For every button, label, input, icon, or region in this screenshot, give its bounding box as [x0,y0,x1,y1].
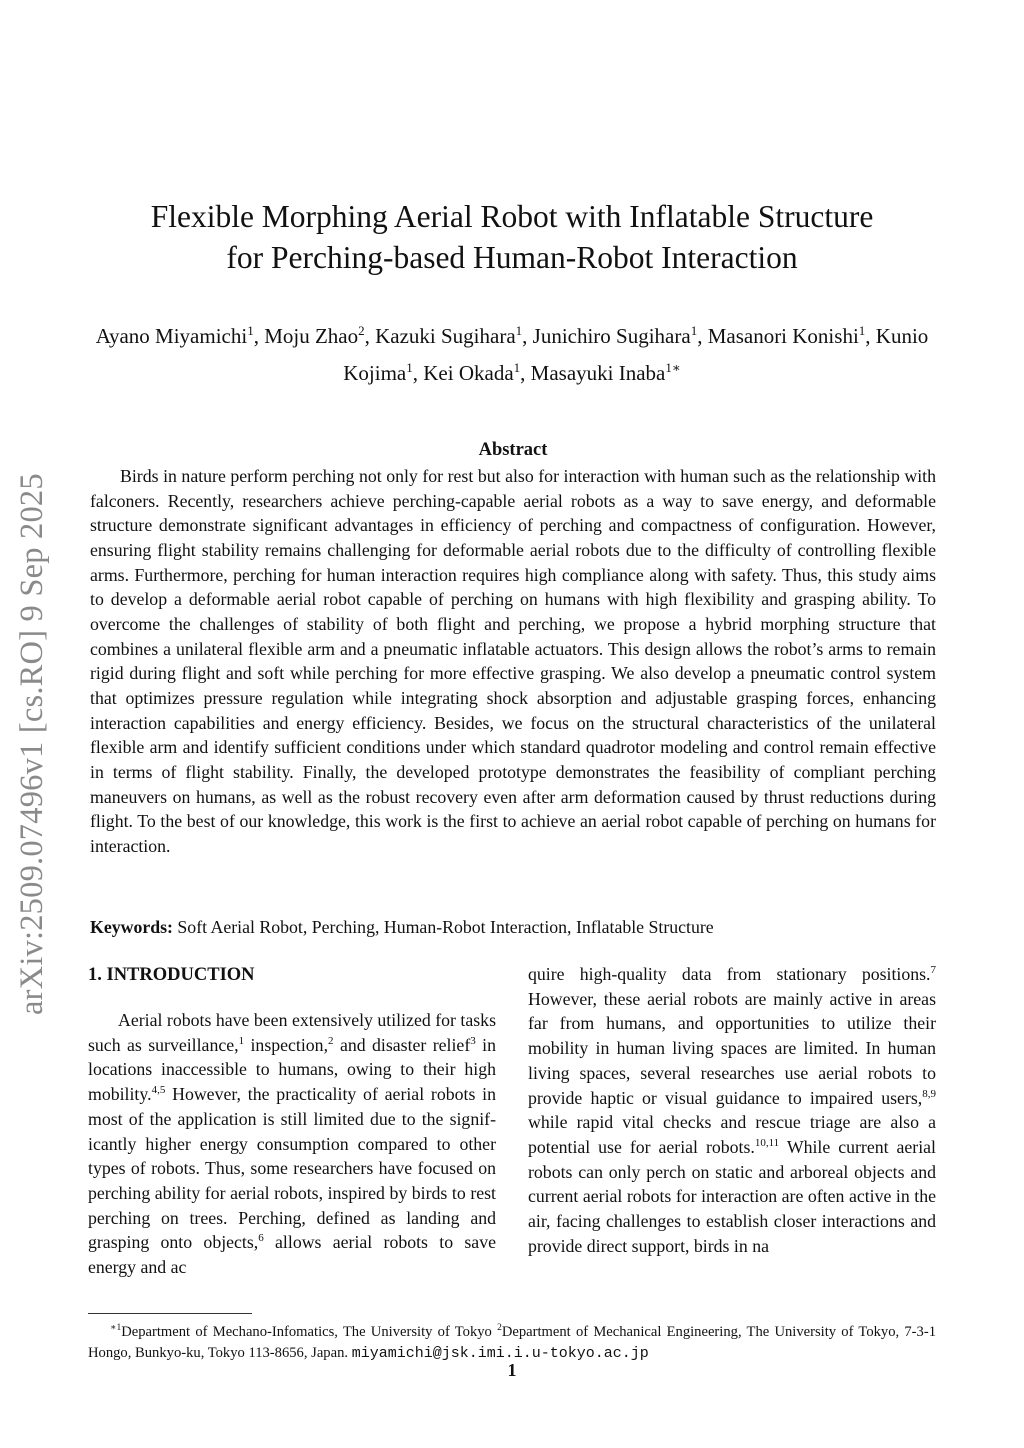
footnote [88,1318,936,1364]
page-number: 1 [507,1360,517,1380]
affiliation-mark: 1 [858,323,866,338]
citation-ref[interactable]: 7 [930,964,936,977]
author-name: Kei Okada [423,361,514,385]
footnote-rule [88,1313,252,1314]
author-name: Junichiro Sugihara [532,324,691,348]
keywords [90,915,936,939]
email-link[interactable]: miyamichi@jsk.imi.i.u-tokyo.ac.jp [351,1344,649,1362]
section-heading: 1. INTRODUCTION [88,965,255,985]
body-text: inspection, [244,1034,329,1055]
body-text: While current aerial robots can only perch on static and arboreal objects and current aerial robots for interaction are often active in the air, facing challenges to establish closer interactions and provide direct support, birds in na [528,1136,936,1256]
affiliation-mark: 2 [358,323,365,338]
body-text: However, these aerial robots are mainly active in areas far from humans, and opportunities to utilize their mobility in human living spaces are limited. In human living spaces, several researches use aerial robots to provide haptic or visual guidance to impaired users, [528,988,936,1108]
intro-left-column [88,1008,496,1280]
body-text: However, the practicality of aerial robots in most of the application is still limited due to the significantly higher energy consumption compared to other types of robots. Thus, some researchers have focused on perching ability for aerial robots, inspired by birds to rest perching on trees. Perching, defined as landing and grasping onto objects, [88,1084,496,1253]
intro-right-column [528,962,936,1258]
citation-ref[interactable]: 6 [258,1232,264,1245]
title-line-1: Flexible Morphing Aerial Robot with Inflatable Structure [150,199,874,234]
affiliation-mark: 1 [247,323,254,338]
footnote-mark-2: 2 [497,1323,502,1333]
abstract-text: Birds in nature perform perching not only for rest but also for interaction with human such as the relationship with falconers. Recently, researchers achieve perching-capable aerial robots as a way to save energy, and deformable structure demonstrate significant advantages in efficiency of perching and compactness of configuration. However, ensuring flight stability remains challenging for deformable aerial robots due to the difficulty of controlling flexible arms. Furthermore, perching for human interaction requires high compliance along with safety. Thus, this study aims to develop a deformable aerial robot capable of perching on humans with high flexibility and grasping ability. To overcome the challenges of stability of both flight and perching, we propose a hybrid morphing structure that combines a unilateral flexible arm and a pneumatic inflatable actuators. This design allows the robot’s arms to remain rigid during flight and soft while perching for more effective grasping. We also develop a pneumatic control system that optimizes pressure regulation while integrating shock absorption and adjustable grasping forces, enhancing interaction capabilities and energy efficiency. Besides, we focus on the structural characteristics of the unilateral flexible arm and identify sufficient conditions under which standard quadrotor modeling and control remain effective in terms of flight stability. Finally, the developed prototype demonstrates the feasibility of compliant perching maneuvers on humans, as well as the robust recovery even after arm deformation caused by thrust reductions during flight. To the best of our knowledge, this work is the first to achieve an aerial robot capable of perching on humans for interaction. [90,466,936,856]
citation-ref[interactable]: 10,11 [754,1137,780,1149]
abstract-heading: Abstract [478,440,548,460]
footnote-mark: ∗1 [110,1323,122,1333]
affiliation-1: Department of Mechano-Infomatics, The University of Tokyo [121,1323,498,1340]
body-text: in locations inaccessible to humans, owing to their high mobility. [88,1034,497,1105]
affiliation-mark: 1∗ [665,360,681,375]
author-list: Ayano Miyamichi$^1$, Moju Zhao$^2$, Kazuki Sugihara$^1$, Junichiro Sugihara$^1$, Masanori Konishi$^1$, Kunio Kojima$^1$, Kei Okada$^1$, Masayuki Inaba$^{1∗}$ [95,323,929,385]
citation-ref[interactable]: 2 [328,1034,334,1047]
author-name: Masayuki Inaba [530,361,666,385]
citation-ref[interactable]: 4,5 [151,1084,166,1097]
author-name: Moju Zhao [264,324,359,348]
citation-ref[interactable]: 1 [238,1034,245,1047]
author-name: Ayano Miyamichi [95,324,248,348]
affiliation-mark: 1 [515,323,523,338]
author-name: Masanori Konishi [707,324,859,348]
keywords-text: Soft Aerial Robot, Perching, Human-Robot Interaction, Inflatable Structure [177,917,714,937]
keywords-label: Keywords: [90,917,173,937]
affiliation-mark: 1 [406,360,413,375]
author-name: Kunio Kojima [343,324,929,385]
citation-ref[interactable]: 8,9 [922,1087,936,1100]
body-text: quire high-quality data from stationary positions. [528,964,931,984]
body-text: allows aerial robots to save energy and ac [88,1232,496,1278]
affiliation-mark: 1 [690,323,698,338]
affiliation-mark: 1 [513,360,521,375]
author-name: Kazuki Sugihara [375,324,516,348]
body-text: while rapid vital checks and rescue triage are also a potential use for aerial robots. [528,1112,936,1157]
citation-ref[interactable]: 3 [470,1034,476,1047]
body-text: Aerial robots have been extensively utilized for tasks such as surveillance, [88,1010,496,1055]
title-line-2: for Perching-based Human-Robot Interaction [226,240,798,275]
arxiv-stamp: arXiv:2509.07496v1 [cs.RO] 9 Sep 2025 [14,473,50,1015]
paper-title [60,196,964,278]
body-text: and disaster relief [333,1034,471,1055]
affiliation-2: Department of Mechanical Engineering, The University of Tokyo, 7-3-1 Hongo, Bunkyo-ku, Tokyo 113-8656, Japan. [88,1323,936,1361]
